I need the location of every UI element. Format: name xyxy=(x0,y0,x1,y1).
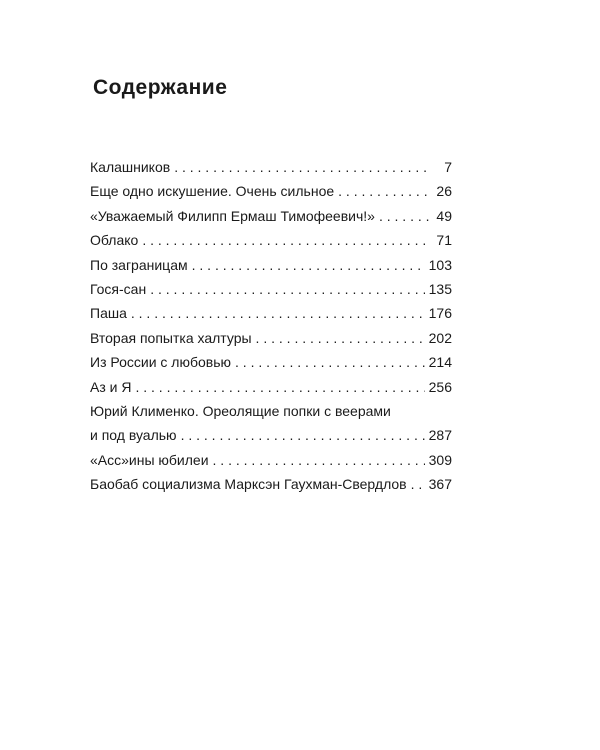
toc-entry-multiline[interactable] xyxy=(90,399,452,448)
dot-leader xyxy=(174,155,430,179)
toc-entry-page: 135 xyxy=(428,281,452,298)
toc-entry-title: Облако xyxy=(90,232,139,249)
toc-entry-page: 202 xyxy=(428,329,452,346)
toc-entry-page: 214 xyxy=(428,354,452,371)
dot-leader xyxy=(235,350,425,374)
dot-leader xyxy=(181,423,425,447)
dot-leader xyxy=(213,448,425,472)
toc-entry-page: 7 xyxy=(444,159,452,175)
toc-entry-page: 367 xyxy=(428,476,452,493)
dot-leader xyxy=(142,228,430,252)
toc-entry[interactable] xyxy=(90,179,452,203)
toc-entry-title: Аз и Я xyxy=(90,378,132,395)
toc-entry[interactable] xyxy=(90,253,452,277)
dot-leader xyxy=(411,472,425,496)
toc-entry-title: Паша xyxy=(90,305,127,322)
toc-entry[interactable] xyxy=(90,448,452,472)
toc-entry-title: Гося-сан xyxy=(90,281,147,298)
toc-entry-title: «Асс»ины юбилеи xyxy=(90,451,209,468)
toc-entry-title: Калашников xyxy=(90,159,171,175)
dot-leader xyxy=(338,179,430,203)
dot-leader xyxy=(256,326,425,350)
toc-entry-page: 309 xyxy=(428,451,452,468)
toc-entry[interactable] xyxy=(90,472,452,496)
toc-entry-title: Баобаб социализма Марксэн Гаухман-Свердлов xyxy=(90,476,407,493)
dot-leader xyxy=(379,204,430,228)
toc-entry-title: По заграницам xyxy=(90,256,188,273)
toc-entry[interactable] xyxy=(90,228,452,252)
toc-entry-title: Вторая попытка халтуры xyxy=(90,329,252,346)
toc-entry[interactable] xyxy=(90,204,452,228)
toc-entry[interactable] xyxy=(90,375,452,399)
toc-entry-title-line1: Юрий Клименко. Ореолящие попки с веерами xyxy=(90,403,391,420)
toc-entry[interactable] xyxy=(90,326,452,350)
page-title: Содержание xyxy=(93,76,228,99)
toc-entry-page: 256 xyxy=(428,378,452,395)
toc-entry-page: 176 xyxy=(428,305,452,322)
toc-entry-page: 71 xyxy=(436,232,452,249)
toc-entry[interactable] xyxy=(90,301,452,325)
toc-entry-page: 103 xyxy=(428,256,452,273)
toc-entry-page: 287 xyxy=(428,427,452,444)
dot-leader xyxy=(135,375,424,399)
toc-entry-title: Еще одно искушение. Очень сильное xyxy=(90,183,335,200)
table-of-contents xyxy=(90,155,452,497)
toc-entry-title-line2: и под вуалью xyxy=(90,427,177,444)
dot-leader xyxy=(131,301,425,325)
toc-entry[interactable] xyxy=(90,350,452,374)
toc-entry[interactable] xyxy=(90,277,452,301)
toc-entry[interactable] xyxy=(90,155,452,179)
toc-entry-title: Из России с любовью xyxy=(90,354,232,371)
dot-leader xyxy=(150,277,424,301)
toc-entry-title: «Уважаемый Филипп Ермаш Тимофеевич!» xyxy=(90,207,375,224)
toc-entry-page: 49 xyxy=(436,207,452,224)
toc-entry-page: 26 xyxy=(436,183,452,200)
dot-leader xyxy=(192,253,425,277)
